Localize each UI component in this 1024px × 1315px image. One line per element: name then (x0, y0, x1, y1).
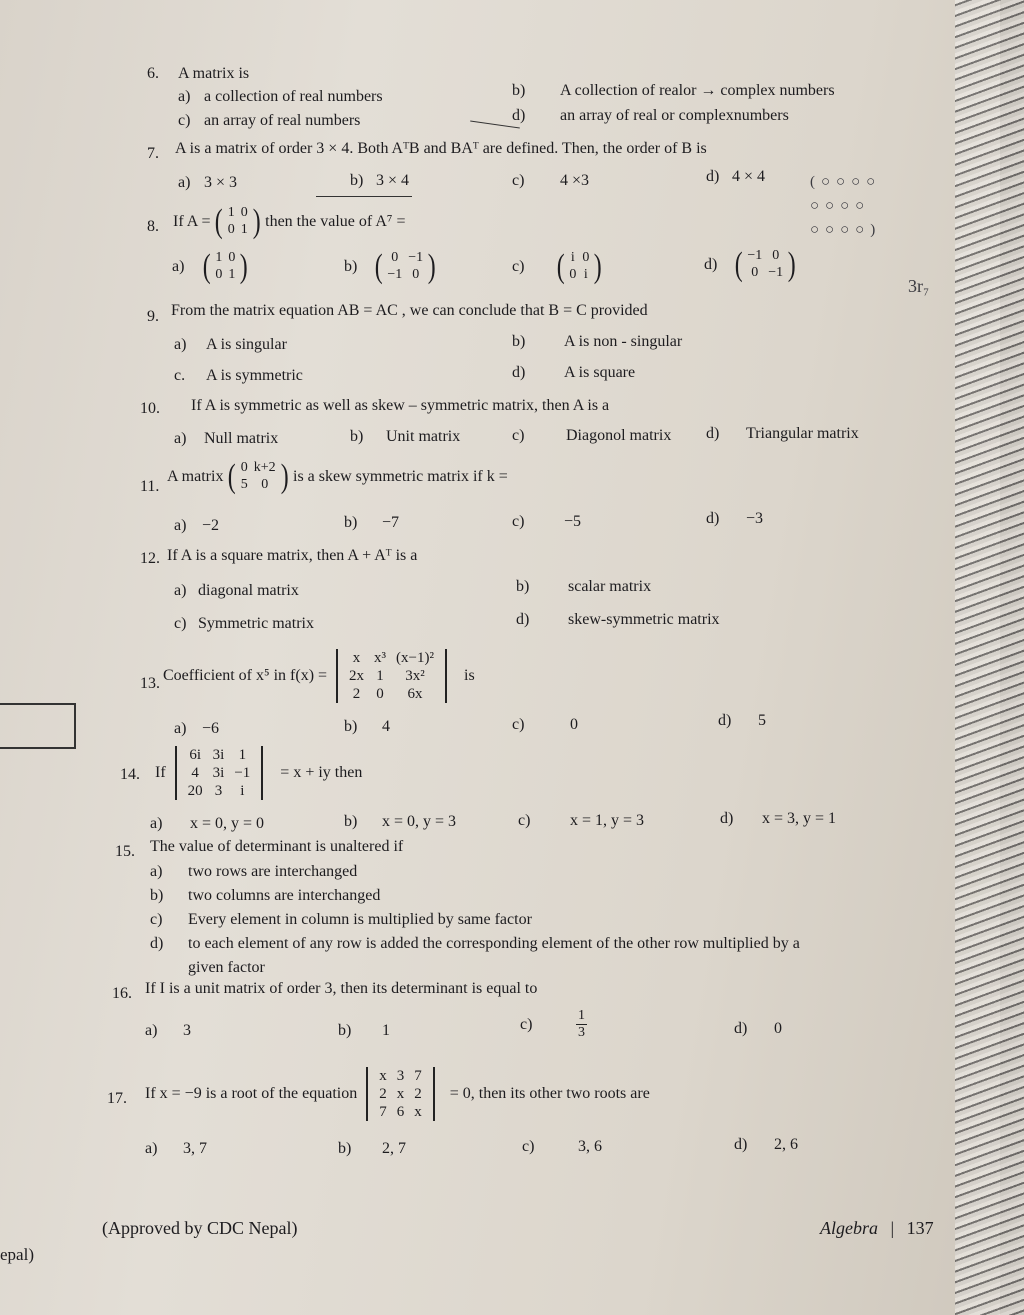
q13-option-b: b) 4 (344, 718, 390, 735)
q14-option-b: b) x = 0, y = 3 (344, 813, 457, 830)
q6-stem: A matrix is (178, 65, 250, 82)
q15-option-c: c) Every element in column is multiplied by same factor (150, 911, 532, 928)
q8-stem: If A = ( 1 0 0 1 ) then the value of A⁷ = (173, 203, 406, 240)
q6-number: 6. (147, 65, 159, 82)
q16-option-b: b) 1 (338, 1022, 390, 1039)
q13-option-d: d) 5 (718, 712, 766, 729)
q12-number: 12. (140, 550, 160, 567)
q12-option-c: c) Symmetric matrix (174, 615, 314, 632)
page-edge (955, 0, 1024, 1315)
q15-option-d-cont: given factor (188, 959, 265, 976)
q7-number: 7. (147, 145, 159, 162)
q17-option-a: a) 3, 7 (145, 1140, 207, 1157)
q15-option-d: d) to each element of any row is added the corresponding element of the other row multiplied by a (150, 935, 800, 952)
q10-option-a: a) Null matrix (174, 430, 279, 447)
q10-number: 10. (140, 400, 160, 417)
q6-option-b: b) A collection of realor → complex numbers (512, 82, 835, 99)
q14-option-a: a) x = 0, y = 0 (150, 815, 265, 832)
q7-option-d: d) 4 × 4 (706, 168, 766, 185)
handwritten-note: 3r₇ (908, 276, 930, 296)
q8-option-a: a) ( 1 0 0 1 ) (172, 248, 248, 285)
q10-option-c: c) Diagonol matrix (512, 427, 672, 444)
q13-option-c: c) 0 (512, 716, 578, 733)
q9-option-c: c. A is symmetric (174, 367, 303, 384)
q9-option-a: a) A is singular (174, 336, 287, 353)
q7-stem: A is a matrix of order 3 × 4. Both AᵀB and BAᵀ are defined. Then, the order of B is (175, 140, 707, 157)
q11-option-b: b) −7 (344, 514, 400, 531)
q10-option-b: b) Unit matrix (350, 428, 461, 445)
q16-option-c: c) $\frac{1}{3}$ (520, 1008, 585, 1040)
q12-option-d: d) skew-symmetric matrix (516, 611, 720, 628)
q7-option-c: c) 4 ×3 (512, 172, 590, 189)
q8-number: 8. (147, 218, 159, 235)
q14-determinant: 6i 3i 1 4 3i −1 20 3 i (169, 746, 270, 800)
q15-option-b: b) two columns are interchanged (150, 887, 381, 904)
q14-option-d: d) x = 3, y = 1 (720, 810, 837, 827)
q17-number: 17. (107, 1090, 127, 1107)
q14-option-c: c) x = 1, y = 3 (518, 812, 645, 829)
q14-stem: If 6i 3i 1 4 3i −1 20 3 i = x + iy then (155, 747, 363, 799)
q7-option-b: b) 3 × 4 (350, 172, 410, 189)
q12-stem: If A is a square matrix, then A + Aᵀ is a (167, 547, 418, 564)
q7-option-a: a) 3 × 3 (178, 174, 238, 191)
q12-option-b: b) scalar matrix (516, 578, 652, 595)
q6-option-d: d) an array of real or complexnumbers (512, 107, 789, 124)
q8-option-b: b) ( 0 −1 −1 0 ) (344, 248, 436, 285)
footer-credit: (Approved by CDC Nepal) (102, 1218, 298, 1238)
q11-option-a: a) −2 (174, 517, 220, 534)
q8-matrix-A: ( 1 0 0 1 ) (215, 203, 261, 240)
margin-box (0, 703, 76, 749)
fraction-one-third: $\frac{1}{3}$ (578, 1008, 585, 1040)
q9-stem: From the matrix equation AB = AC , we can conclude that B = C provided (171, 302, 648, 319)
q10-option-d: d) Triangular matrix (706, 425, 859, 442)
q9-option-b: b) A is non - singular (512, 333, 683, 350)
q17-determinant: x 3 7 2 x 2 7 6 x (360, 1067, 441, 1121)
q16-number: 16. (112, 985, 132, 1002)
q12-option-a: a) diagonal matrix (174, 582, 299, 599)
q6-option-c: c) an array of real numbers (178, 112, 361, 129)
q6-option-a: a) a collection of real numbers (178, 88, 383, 105)
q8-option-d: d) ( −1 0 0 −1 ) (704, 246, 796, 283)
q9-number: 9. (147, 308, 159, 325)
q13-stem: Coefficient of x⁵ in f(x) = x x³ (x−1)² 2x 1 3x² 2 0 6x is (163, 650, 475, 702)
margin-fragment: epal) (0, 1245, 34, 1264)
q15-option-a: a) two rows are interchanged (150, 863, 358, 880)
q17-option-c: c) 3, 6 (522, 1138, 602, 1155)
q10-stem: If A is symmetric as well as skew – symmetric matrix, then A is a (191, 397, 610, 414)
q16-stem: If I is a unit matrix of order 3, then its determinant is equal to (145, 980, 538, 997)
q13-determinant: x x³ (x−1)² 2x 1 3x² 2 0 6x (330, 649, 453, 703)
handwritten-underline (316, 196, 412, 197)
q11-number: 11. (140, 478, 160, 495)
q16-option-d: d) 0 (734, 1020, 782, 1037)
q16-option-a: a) 3 (145, 1022, 191, 1039)
q8-option-c: c) ( i 0 0 i ) (512, 248, 602, 285)
q9-option-d: d) A is square (512, 364, 636, 381)
q17-option-d: d) 2, 6 (734, 1136, 798, 1153)
footer-page: Algebra | 137 (820, 1218, 934, 1238)
q15-stem: The value of determinant is unaltered if (150, 838, 404, 855)
q13-number: 13. (140, 675, 160, 692)
q11-option-d: d) −3 (706, 510, 764, 527)
q17-stem: If x = −9 is a root of the equation x 3 7 2 x 2 7 6 x = 0, then its other two roots are (145, 1068, 650, 1120)
q17-option-b: b) 2, 7 (338, 1140, 406, 1157)
handwritten-scribble: (○○○○ ○○○○ ○○○○) (810, 174, 882, 238)
q11-option-c: c) −5 (512, 513, 582, 530)
q11-stem: A matrix ( 0 k+2 5 0 ) is a skew symmetric matrix if k = (167, 458, 508, 495)
q13-option-a: a) −6 (174, 720, 220, 737)
q15-number: 15. (115, 843, 135, 860)
q14-number: 14. (120, 766, 140, 783)
